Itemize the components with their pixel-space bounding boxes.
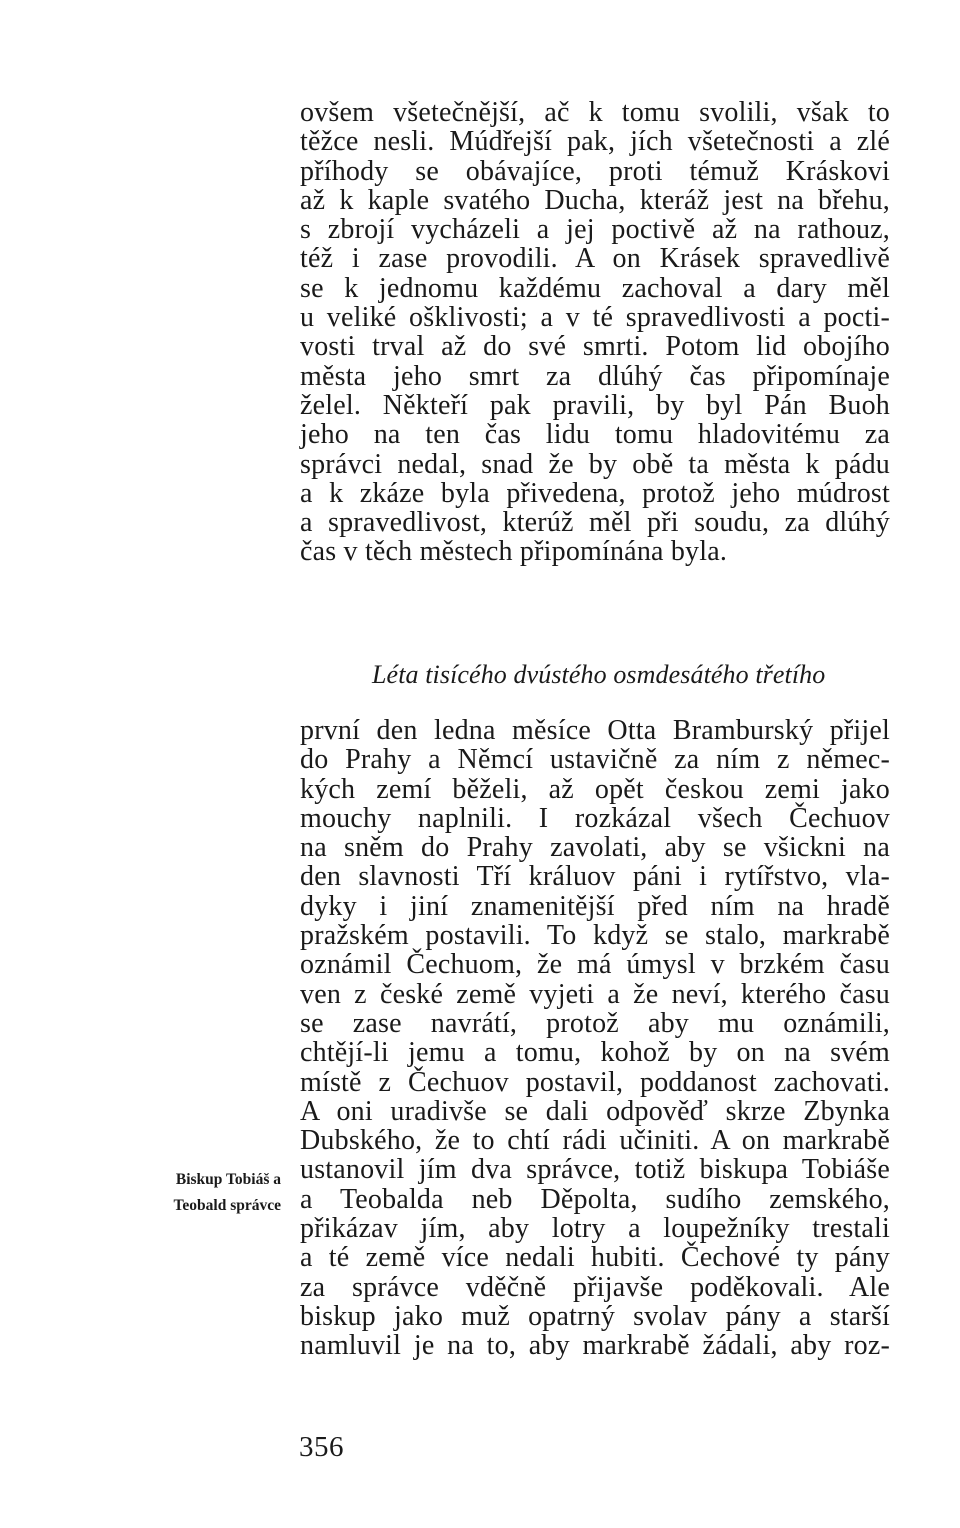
text-line: a spravedlivost, kterúž měl při soudu, za dlúhý: [300, 507, 890, 539]
text-line: za správce vděčně přijavše poděkovali. Ale: [300, 1271, 890, 1303]
text-line: Dubského, že to chtí rádi učiniti. A on markrabě: [300, 1125, 890, 1157]
margin-note-line: Teobald správce: [173, 1197, 281, 1214]
text-line: též i zase provodili. A on Krásek spravedlivě: [300, 243, 890, 275]
text-line: želel. Někteří pak pravili, by byl Pán Buoh: [300, 389, 890, 421]
text-line: do Prahy a Němcí ustavičně za ním z němec-: [300, 744, 890, 776]
text-line: namluvil je na to, aby markrabě žádali, aby roz-: [300, 1330, 890, 1362]
text-line: a k zkáze byla přivedena, protož jeho múdrost: [300, 477, 890, 509]
text-line: a té země více nedali hubiti. Čechové ty pány: [300, 1242, 890, 1274]
text-line: čas v těch městech připomínána byla.: [300, 536, 728, 568]
text-line: až k kaple svatého Ducha, kteráž jest na břehu,: [300, 184, 890, 216]
text-line: mouchy naplnili. I rozkázal všech Čechuov: [300, 802, 890, 834]
text-line: dyky i jiní znamenitější před ním na hradě: [300, 890, 890, 922]
text-line: ven z české země vyjeti a že neví, kterého času: [300, 978, 890, 1010]
paragraph-bottom: [300, 716, 890, 1361]
text-line: den slavnosti Tří králuov páni i rytířstvo, vla-: [300, 861, 890, 893]
text-line: správci nedal, snad že by obě ta města k pádu: [300, 448, 890, 480]
text-line: kých zemí běželi, až opět českou zemi jako: [300, 773, 890, 805]
text-line: vosti trval až do své smrti. Potom lid obojího: [300, 331, 890, 363]
text-line: příhody se obávajíce, proti témuž Kráskovi: [300, 155, 890, 187]
text-line: biskup jako muž opatrný svolav pány a starší: [300, 1300, 890, 1332]
text-line: místě z Čechuov postavil, poddanost zachovati.: [300, 1066, 890, 1098]
text-line: a Teobalda neb Děpolta, sudího zemského,: [300, 1183, 890, 1215]
text-line: těžce nesli. Múdřejší pak, jích všetečnosti a zlé: [300, 126, 890, 158]
paragraph-top: [300, 98, 890, 567]
text-line: první den ledna měsíce Otta Bramburský přijel: [300, 715, 890, 746]
text-line: se zase navrátí, protož aby mu oznámili,: [300, 1007, 890, 1039]
text-line: města jeho smrt za dlúhý čas připomínaje: [300, 360, 890, 392]
section-heading: Léta tisícého dvústého osmdesátého třetího: [372, 660, 826, 689]
text-line: oznámil Čechuom, že má úmysl v brzkém času: [300, 949, 890, 981]
text-line: přikázav jím, aby lotry a loupežníky trestali: [300, 1213, 890, 1245]
text-line: u veliké ošklivosti; a v té spravedlivosti a pocti-: [300, 302, 890, 334]
text-line: na sněm do Prahy zavolati, aby se všickni na: [300, 832, 890, 864]
text-line: chtějí-li jemu a tomu, kohož by on na svém: [300, 1037, 890, 1069]
margin-note-line: Biskup Tobiáš a: [175, 1171, 281, 1188]
text-line: ustanovil jím dva správce, totiž biskupa Tobiáše: [300, 1154, 890, 1186]
text-line: A oni uradivše se dali odpověď skrze Zbynka: [300, 1095, 890, 1127]
text-line: ovšem všetečnější, ač k tomu svolili, však to: [300, 97, 890, 128]
text-line: s zbrojí vycházeli a jej poctivě až na rathouz,: [300, 214, 890, 246]
text-line: se k jednomu každému zachoval a dary měl: [300, 272, 890, 304]
text-line: pražském postavili. To když se stalo, markrabě: [300, 920, 890, 952]
text-line: jeho na ten čas lidu tomu hladovitému za: [300, 419, 890, 451]
margin-note: [96, 1167, 281, 1219]
page-number: 356: [299, 1431, 344, 1463]
